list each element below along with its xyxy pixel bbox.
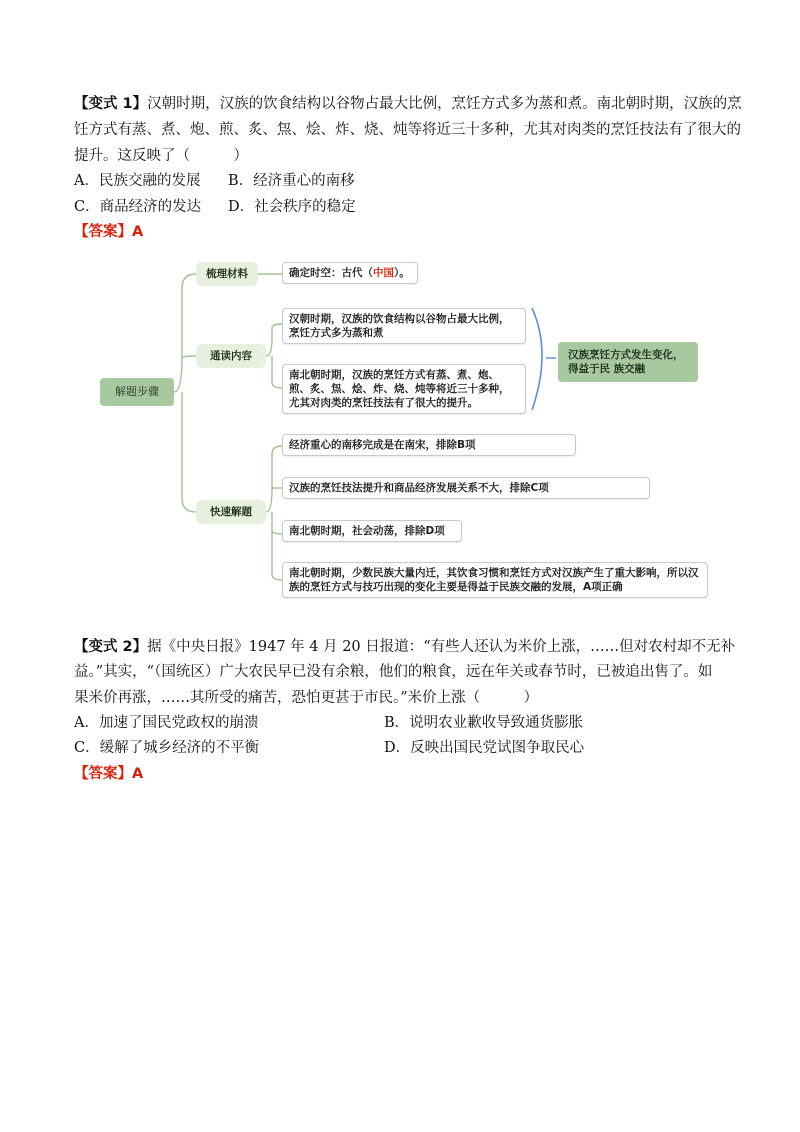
q1-answer-label: 【答案】 (74, 224, 132, 240)
q1-line2: 饪方式有蒸、煮、炮、煎、炙、炰、烩、炸、烧、炖等将近三十多种，尤其对肉类的烹饪技法有了很大的 (74, 122, 741, 138)
leaf-time-space-suffix: ）。 (394, 267, 410, 279)
leaf-northern-southern: 南北朝时期，汉族的烹饪方式有蒸、煮、炮、煎、炙、炰、烩、炸、烧、炖等将近三十多种，尤其对肉类的烹饪技法有了很大的提升。 (282, 364, 526, 414)
result-conclusion: 汉族烹饪方式发生变化，得益于民 族交融 (558, 342, 698, 382)
q2-text-1: 据《中央日报》1947 年 4 月 20 日报道：“有些人还认为米价上涨，……但对农村却不无补 (147, 639, 736, 655)
q1-option-c: C．商品经济的发达 (74, 199, 202, 215)
leaf-han-dynasty: 汉朝时期，汉族的饮食结构以谷物占最大比例，烹饪方式多为蒸和煮 (282, 308, 526, 344)
q2-answer-value: A (132, 766, 144, 782)
branch-read-content: 通读内容 (196, 344, 266, 368)
q2-option-c: C．缓解了城乡经济的不平衡 (74, 740, 260, 756)
q1-tag: 【变式 1】 (74, 96, 148, 112)
q1-answer-value: A (132, 224, 144, 240)
q1-option-a: A．民族交融的发展 (74, 173, 201, 189)
leaf-exclude-b: 经济重心的南移完成是在南宋，排除B项 (282, 434, 576, 456)
q2-line2: 益。”其实，“（国统区）广大农民早已没有余粮，他们的粮食，远在年关或春节时，已被追出售了。如 (74, 664, 713, 680)
q1-line1 (74, 94, 742, 114)
q2-line3: 果米价再涨，……其所受的痛苦，恐怕更甚于市民。”米价上涨（ ） (74, 690, 539, 706)
q1-option-b: B．经济重心的南移 (228, 173, 355, 189)
q1-text-1: 汉朝时期，汉族的饮食结构以谷物占最大比例，烹饪方式多为蒸和煮。南北朝时期，汉族的烹 (147, 96, 742, 112)
leaf-a-correct: 南北朝时期，少数民族大量内迁，其饮食习惯和烹饪方式对汉族产生了重大影响，所以汉族的烹饪方式与技巧出现的变化主要是得益于民族交融的发展，A项正确 (282, 562, 708, 598)
q2-answer-label: 【答案】 (74, 766, 132, 782)
bracket-brace (532, 308, 542, 410)
q1-line3: 提升。这反映了（ ） (74, 148, 248, 164)
leaf-exclude-d: 南北朝时期，社会动荡，排除D项 (282, 520, 462, 542)
branch-organize-material: 梳理材料 (196, 262, 258, 286)
q2-option-a: A．加速了国民党政权的崩溃 (74, 715, 259, 731)
q2-answer (74, 764, 143, 784)
q2-option-b: B．说明农业歉收导致通货膨胀 (384, 715, 584, 731)
q2-tag: 【变式 2】 (74, 639, 148, 655)
branch-quick-solve: 快速解题 (196, 500, 266, 524)
leaf-time-space-prefix: 确定时空：古代（ (289, 267, 373, 279)
q1-answer (74, 222, 143, 242)
solution-mindmap (96, 258, 716, 604)
mindmap-root: 解题步骤 (100, 378, 174, 406)
q2-line1 (74, 637, 735, 657)
leaf-time-space (282, 262, 418, 284)
leaf-exclude-c: 汉族的烹饪技法提升和商品经济发展关系不大，排除C项 (282, 477, 650, 499)
q2-option-d: D．反映出国民党试图争取民心 (384, 740, 585, 756)
q1-option-d: D．社会秩序的稳定 (228, 199, 356, 215)
leaf-time-space-red: 中国 (373, 267, 394, 279)
